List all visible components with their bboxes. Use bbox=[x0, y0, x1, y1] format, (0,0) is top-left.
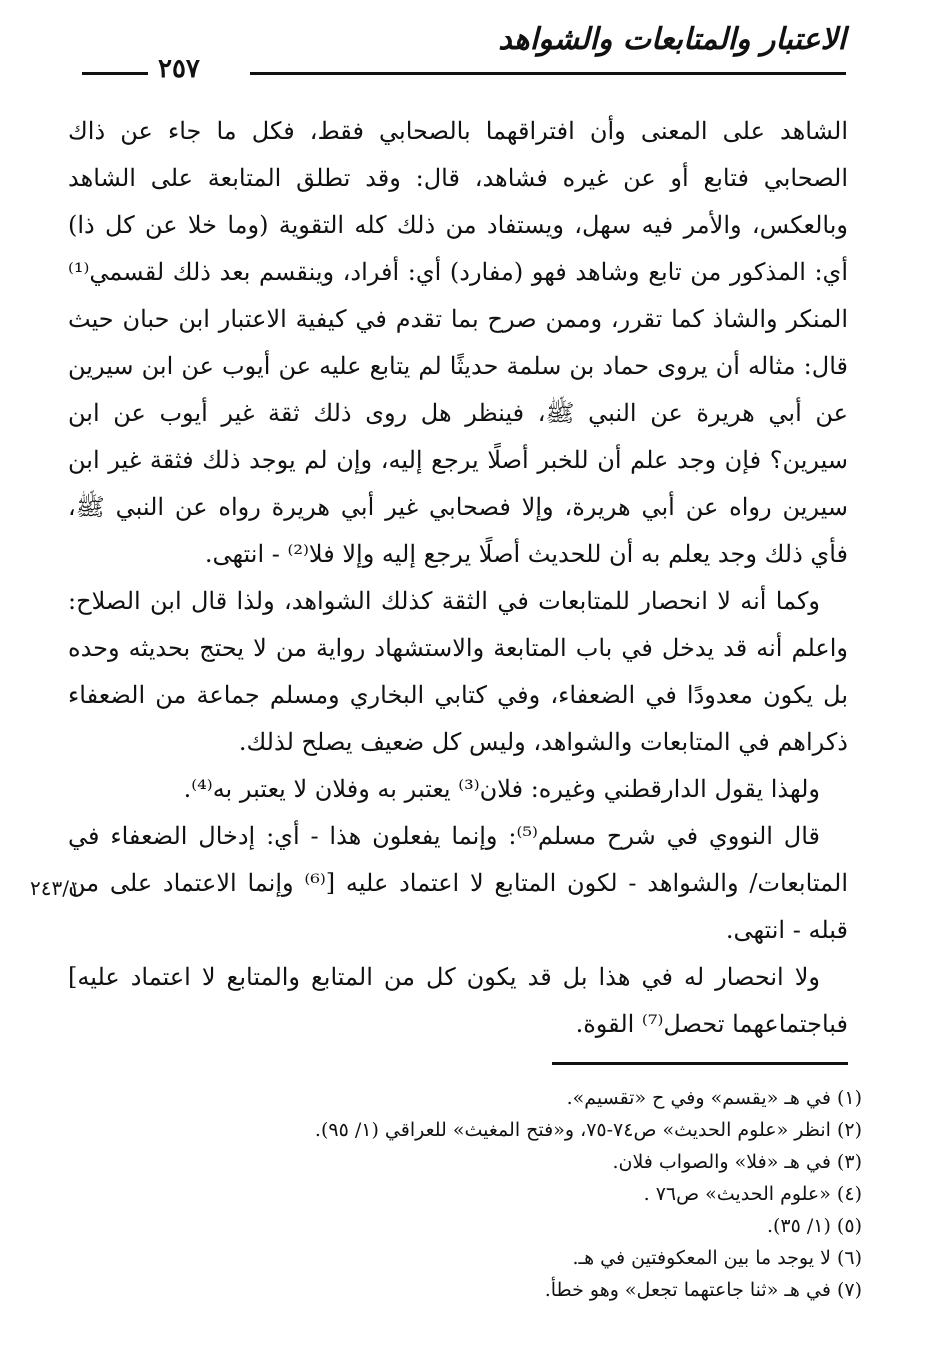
footnote-separator bbox=[552, 1062, 848, 1065]
paragraph-5: ولا انحصار له في هذا بل قد يكون كل من المتابع والمتابع لا اعتماد عليه] فباجتماعهما تحصل⁽⁷⁾ القوة. bbox=[68, 963, 848, 1038]
footnote-4: (٤) «علوم الحديث» ص٧٦ . bbox=[643, 1183, 862, 1205]
header-rule-right bbox=[250, 72, 846, 75]
margin-page-reference: ٢٤٣/١ bbox=[30, 876, 80, 900]
main-text bbox=[68, 108, 848, 1048]
footnote-7: (٧) في هـ «ثنا جاعتهما تجعل» وهو خطأ. bbox=[544, 1279, 862, 1301]
paragraph-3: ولهذا يقول الدارقطني وغيره: فلان⁽³⁾ يعتبر به وفلان لا يعتبر به⁽⁴⁾. bbox=[183, 775, 820, 803]
footnote-1: (١) في هـ «يقسم» وفي ح «تقسيم». bbox=[566, 1087, 862, 1109]
header-rule-left bbox=[82, 72, 148, 75]
footnote-2: (٢) انظر «علوم الحديث» ص٧٤-٧٥، و«فتح المغيث» للعراقي (١/ ٩٥). bbox=[314, 1119, 862, 1141]
footnote-6: (٦) لا يوجد ما بين المعكوفتين في هـ. bbox=[572, 1247, 862, 1269]
footnote-3: (٣) في هـ «فلا» والصواب فلان. bbox=[612, 1151, 862, 1173]
footnotes bbox=[62, 1082, 862, 1306]
page-number: ٢٥٧ bbox=[158, 54, 200, 84]
footnote-5: (٥) (١/ ٣٥). bbox=[766, 1215, 862, 1237]
paragraph-1: الشاهد على المعنى وأن افتراقهما بالصحابي فقط، فكل ما جاء عن ذاك الصحابي فتابع أو عن غيره فشاهد، قال: وقد تطلق المتابعة على الشاهد وبالعكس، والأمر فيه سهل، ويستفاد من ذلك كله التقوية (وما خلا عن كل ذا) أي: المذكور من تابع وشاهد فهو (مفارد) أي: أفراد، وينقسم بعد ذلك لقسمي⁽¹⁾ المنكر والشاذ كما تقرر، وممن صرح بما تقدم في كيفية الاعتبار ابن حبان حيث قال: مثاله أن يروى حماد بن سلمة حديثًا لم يتابع عليه عن أيوب عن ابن سيرين عن أبي هريرة عن النبي ﷺ، فينظر هل روى ذلك ثقة غير أيوب عن ابن سيرين؟ فإن وجد علم أن للخبر أصلًا يرجع إليه، وإن لم يوجد ذلك فثقة غير ابن سيرين رواه عن أبي هريرة، وإلا فصحابي غير أبي هريرة رواه عن النبي ﷺ، فأي ذلك وجد يعلم به أن للحديث أصلًا يرجع إليه وإلا فلا⁽²⁾ - انتهى. bbox=[68, 117, 849, 568]
paragraph-4: قال النووي في شرح مسلم⁽⁵⁾: وإنما يفعلون هذا - أي: إدخال الضعفاء في المتابعات/ والشواهد - لكون المتابع لا اعتماد عليه [⁽⁶⁾ وإنما الاعتماد على من قبله - انتهى. bbox=[68, 822, 848, 944]
running-header-title: الاعتبار والمتابعات والشواهد bbox=[498, 22, 846, 57]
paragraph-2: وكما أنه لا انحصار للمتابعات في الثقة كذلك الشواهد، ولذا قال ابن الصلاح: واعلم أنه قد يدخل في باب المتابعة والاستشهاد رواية من لا يحتج بحديثه وحده بل يكون معدودًا في الضعفاء، وفي كتابي البخاري ومسلم جماعة من الضعفاء ذكراهم في المتابعات والشواهد، وليس كل ضعيف يصلح لذلك. bbox=[68, 587, 849, 756]
